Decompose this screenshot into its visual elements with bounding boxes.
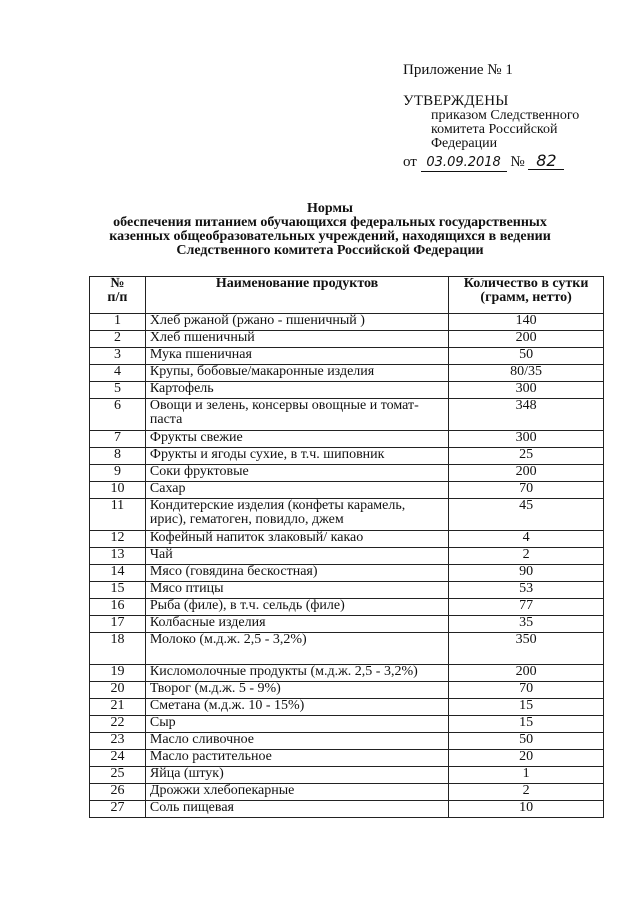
cell-name: Чай <box>145 548 448 565</box>
cell-name: Кисломолочные продукты (м.д.ж. 2,5 - 3,2%) <box>145 665 448 682</box>
approval-block <box>403 94 579 151</box>
header-num-line: № <box>110 276 125 291</box>
table-row <box>90 399 604 431</box>
cell-qty: 4 <box>449 531 604 548</box>
cell-num: 4 <box>90 365 146 382</box>
cell-num: 14 <box>90 565 146 582</box>
cell-name: Молоко (м.д.ж. 2,5 - 3,2%) <box>145 633 448 665</box>
header-num <box>90 277 146 314</box>
cell-num: 25 <box>90 767 146 784</box>
table-row <box>90 716 604 733</box>
cell-name: Рыба (филе), в т.ч. сельдь (филе) <box>145 599 448 616</box>
cell-name: Масло сливочное <box>145 733 448 750</box>
cell-qty: 90 <box>449 565 604 582</box>
table-body <box>90 314 604 818</box>
cell-qty: 80/35 <box>449 365 604 382</box>
cell-qty: 77 <box>449 599 604 616</box>
table-row <box>90 784 604 801</box>
table-row <box>90 665 604 682</box>
table-row <box>90 801 604 818</box>
table-row <box>90 448 604 465</box>
document-title <box>70 202 590 258</box>
cell-num: 3 <box>90 348 146 365</box>
cell-name: Фрукты и ягоды сухие, в т.ч. шиповник <box>145 448 448 465</box>
cell-name: Сахар <box>145 482 448 499</box>
cell-name: Мука пшеничная <box>145 348 448 365</box>
cell-num: 12 <box>90 531 146 548</box>
cell-qty: 50 <box>449 348 604 365</box>
cell-num: 20 <box>90 682 146 699</box>
table-row <box>90 699 604 716</box>
cell-num: 9 <box>90 465 146 482</box>
table-row <box>90 382 604 399</box>
approved-line: приказом Следственного <box>431 108 580 123</box>
cell-name: Яйца (штук) <box>145 767 448 784</box>
table-row <box>90 314 604 331</box>
cell-qty: 20 <box>449 750 604 767</box>
cell-qty: 53 <box>449 582 604 599</box>
cell-num: 6 <box>90 399 146 431</box>
cell-num: 21 <box>90 699 146 716</box>
cell-name: Сметана (м.д.ж. 10 - 15%) <box>145 699 448 716</box>
cell-name: Фрукты свежие <box>145 431 448 448</box>
cell-num: 13 <box>90 548 146 565</box>
cell-num: 7 <box>90 431 146 448</box>
cell-num: 1 <box>90 314 146 331</box>
order-reference <box>403 152 564 172</box>
title-line: Нормы <box>307 201 353 216</box>
cell-qty: 300 <box>449 431 604 448</box>
cell-name: Картофель <box>145 382 448 399</box>
cell-name: Колбасные изделия <box>145 616 448 633</box>
cell-num: 18 <box>90 633 146 665</box>
table-row <box>90 565 604 582</box>
order-number-prefix: № <box>510 154 525 170</box>
cell-name: Творог (м.д.ж. 5 - 9%) <box>145 682 448 699</box>
cell-qty: 1 <box>449 767 604 784</box>
title-line: обеспечения питанием обучающихся федеральных государственных <box>113 215 547 230</box>
table-row <box>90 548 604 565</box>
appendix-label: Приложение № 1 <box>403 62 513 78</box>
table-row <box>90 499 604 531</box>
cell-qty: 45 <box>449 499 604 531</box>
cell-qty: 70 <box>449 482 604 499</box>
table-row <box>90 531 604 548</box>
order-number: 82 <box>528 152 564 170</box>
cell-name: Сыр <box>145 716 448 733</box>
cell-name: Соль пищевая <box>145 801 448 818</box>
cell-num: 19 <box>90 665 146 682</box>
cell-qty: 348 <box>449 399 604 431</box>
cell-name: Хлеб ржаной (ржано - пшеничный ) <box>145 314 448 331</box>
cell-qty: 25 <box>449 448 604 465</box>
approved-title: УТВЕРЖДЕНЫ <box>403 93 509 109</box>
table-row <box>90 331 604 348</box>
approved-line: комитета Российской <box>431 122 558 137</box>
cell-num: 16 <box>90 599 146 616</box>
header-name: Наименование продуктов <box>145 277 448 314</box>
table-row <box>90 682 604 699</box>
cell-num: 11 <box>90 499 146 531</box>
table-row <box>90 633 604 665</box>
cell-name: Мясо (говядина бескостная) <box>145 565 448 582</box>
table-row <box>90 750 604 767</box>
norms-table <box>89 276 604 818</box>
cell-qty: 300 <box>449 382 604 399</box>
cell-qty: 200 <box>449 331 604 348</box>
table-header-row <box>90 277 604 314</box>
cell-qty: 2 <box>449 548 604 565</box>
cell-num: 23 <box>90 733 146 750</box>
table-row <box>90 767 604 784</box>
cell-name: Овощи и зелень, консервы овощные и томат-паста <box>145 399 448 431</box>
cell-qty: 50 <box>449 733 604 750</box>
cell-qty: 15 <box>449 699 604 716</box>
header-num-line: п/п <box>107 290 128 305</box>
header-qty-line: (грамм, нетто) <box>480 290 572 305</box>
cell-num: 5 <box>90 382 146 399</box>
table-row <box>90 365 604 382</box>
cell-qty: 200 <box>449 465 604 482</box>
cell-num: 26 <box>90 784 146 801</box>
header-qty <box>449 277 604 314</box>
cell-qty: 10 <box>449 801 604 818</box>
title-line: казенных общеобразовательных учреждений, находящихся в ведении <box>109 229 551 244</box>
cell-num: 10 <box>90 482 146 499</box>
cell-qty: 35 <box>449 616 604 633</box>
table-row <box>90 482 604 499</box>
table-row <box>90 465 604 482</box>
cell-name: Кондитерские изделия (конфеты карамель, ирис), гематоген, повидло, джем <box>145 499 448 531</box>
cell-num: 8 <box>90 448 146 465</box>
cell-qty: 140 <box>449 314 604 331</box>
cell-name: Масло растительное <box>145 750 448 767</box>
cell-name: Мясо птицы <box>145 582 448 599</box>
cell-num: 15 <box>90 582 146 599</box>
cell-qty: 2 <box>449 784 604 801</box>
cell-qty: 350 <box>449 633 604 665</box>
table-row <box>90 599 604 616</box>
order-prefix: от <box>403 154 417 170</box>
cell-num: 22 <box>90 716 146 733</box>
table-row <box>90 582 604 599</box>
order-date: 03.09.2018 <box>421 154 507 172</box>
header-qty-line: Количество в сутки <box>463 276 589 291</box>
cell-num: 24 <box>90 750 146 767</box>
table-row <box>90 431 604 448</box>
cell-qty: 15 <box>449 716 604 733</box>
title-line: Следственного комитета Российской Федерации <box>176 243 484 258</box>
approved-line: Федерации <box>431 136 498 151</box>
cell-num: 2 <box>90 331 146 348</box>
cell-name: Дрожжи хлебопекарные <box>145 784 448 801</box>
cell-name: Соки фруктовые <box>145 465 448 482</box>
table-row <box>90 733 604 750</box>
cell-qty: 200 <box>449 665 604 682</box>
cell-name: Кофейный напиток злаковый/ какао <box>145 531 448 548</box>
cell-qty: 70 <box>449 682 604 699</box>
cell-num: 27 <box>90 801 146 818</box>
cell-name: Хлеб пшеничный <box>145 331 448 348</box>
cell-name: Крупы, бобовые/макаронные изделия <box>145 365 448 382</box>
cell-num: 17 <box>90 616 146 633</box>
table-row <box>90 616 604 633</box>
table-row <box>90 348 604 365</box>
